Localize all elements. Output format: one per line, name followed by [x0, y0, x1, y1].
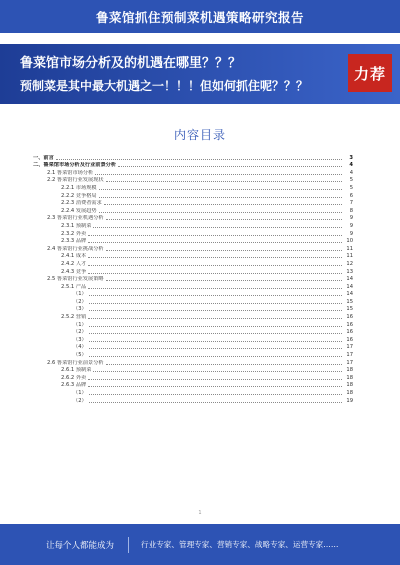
toc-entry-page: 14: [346, 283, 353, 290]
toc-entry-page: 18: [346, 374, 353, 381]
toc-entry-label: 2.4.3 竞争: [61, 268, 87, 275]
toc-entry[interactable]: [33, 199, 353, 207]
toc-leader-dots: [89, 333, 342, 334]
toc-leader-dots: [95, 174, 342, 175]
recommend-logo: [348, 54, 392, 92]
toc-entry-label: 2.2.1 市场规模: [61, 184, 97, 191]
toc-entry-page: 11: [346, 253, 353, 260]
toc-entry-label: （2）: [73, 329, 87, 336]
toc-entry[interactable]: [33, 358, 353, 366]
toc-entry[interactable]: [33, 161, 353, 169]
toc-entry-page: 17: [346, 359, 353, 366]
toc-leader-dots: [106, 181, 342, 182]
toc-leader-dots: [106, 364, 342, 365]
toc-leader-dots: [93, 227, 342, 228]
toc-leader-dots: [88, 265, 342, 266]
toc-entry-label: 2.5 鲁菜馆行业发展策略: [47, 276, 104, 283]
toc-entry-page: 5: [349, 184, 353, 191]
toc-entry-page: 13: [346, 268, 353, 275]
toc-entry-label: （1）: [73, 291, 87, 298]
toc-leader-dots: [89, 402, 342, 403]
toc-entry-page: 9: [349, 222, 353, 229]
toc-entry-page: 10: [346, 238, 353, 245]
toc-entry-label: 2.6.3 品牌: [61, 382, 87, 389]
toc-entry-page: 12: [346, 260, 353, 267]
toc-leader-dots: [118, 166, 342, 167]
toc-leader-dots: [88, 235, 342, 236]
toc-entry-label: 2.2.4 发展趋势: [61, 207, 97, 214]
toc-entry[interactable]: [33, 335, 353, 343]
toc-entry-page: 15: [346, 306, 353, 313]
toc-entry-label: 2.5.1 产品: [61, 283, 87, 290]
toc-entry-label: （2）: [73, 298, 87, 305]
toc-entry-label: （1）: [73, 390, 87, 396]
toc-entry-page: 17: [346, 352, 353, 359]
toc-entry-label: 2.4.2 人才: [61, 260, 87, 267]
toc-entry-page: 7: [349, 200, 353, 207]
toc-leader-dots: [106, 250, 342, 251]
toc-leader-dots: [88, 318, 342, 319]
toc-entry[interactable]: [33, 221, 353, 229]
toc-entry-label: 2.2.2 竞争格局: [61, 192, 97, 199]
toc-entry-label: 2.2 鲁菜馆行业发展现状: [47, 177, 104, 184]
report-title: 鲁菜馆抓住预制菜机遇策略研究报告: [95, 9, 304, 25]
toc-entry[interactable]: [33, 176, 353, 184]
page-number: 1: [198, 510, 202, 516]
toc-entry-page: 4: [349, 169, 353, 176]
toc-entry[interactable]: [33, 396, 353, 404]
toc-entry[interactable]: [33, 244, 353, 252]
footer-bar: [0, 524, 400, 565]
toc-entry[interactable]: [33, 305, 353, 313]
toc-entry-page: 16: [346, 321, 353, 328]
toc-entry-page: 16: [346, 336, 353, 343]
toc-entry[interactable]: [33, 153, 353, 161]
toc-entry-page: 18: [346, 367, 353, 374]
toc-entry-page: 18: [346, 382, 353, 389]
toc-entry[interactable]: [33, 191, 353, 199]
toc-leader-dots: [104, 204, 342, 205]
toc-entry[interactable]: [33, 297, 353, 305]
toc-entry[interactable]: [33, 259, 353, 267]
toc-entry-page: 4: [349, 162, 353, 169]
toc-leader-dots: [106, 280, 342, 281]
banner-subtitle: 预制菜是其中最大机遇之一！！！但如何抓住呢？？？: [20, 79, 309, 93]
toc-entry-label: 2.3.1 预制菜: [61, 222, 92, 229]
toc-entry-label: （1）: [73, 321, 87, 328]
toc-leader-dots: [88, 257, 342, 258]
headline-banner: [0, 44, 400, 104]
toc-entry[interactable]: [33, 350, 353, 358]
toc-leader-dots: [106, 219, 342, 220]
toc-entry[interactable]: [33, 168, 353, 176]
toc-entry[interactable]: [33, 214, 353, 222]
toc-entry-page: 6: [349, 192, 353, 199]
toc-entry[interactable]: [33, 366, 353, 374]
toc-leader-dots: [88, 288, 342, 289]
toc-leader-dots: [99, 212, 342, 213]
toc-entry-page: 3: [349, 154, 353, 161]
toc-entry-label: 2.6.2 外卖: [61, 374, 87, 381]
logo-text: 力荐: [353, 64, 386, 83]
toc-entry[interactable]: [33, 388, 353, 396]
toc-leader-dots: [93, 371, 342, 372]
toc-entry[interactable]: [33, 290, 353, 298]
toc-entry-label: 2.2.3 消费者需求: [61, 200, 102, 207]
toc-entry-page: 14: [346, 291, 353, 298]
toc-entry-page: 9: [349, 215, 353, 222]
toc-entry-label: （5）: [73, 352, 87, 359]
toc-entry-label: 2.4 鲁菜馆行业挑战分析: [47, 245, 104, 252]
toc-entry-page: 16: [346, 314, 353, 321]
toc-leader-dots: [89, 348, 342, 349]
toc-entry-label: （3）: [73, 336, 87, 343]
footer-divider: [128, 537, 129, 553]
toc-entry-page: 9: [349, 230, 353, 237]
toc-entry-label: 一、前言: [33, 154, 54, 161]
toc-entry[interactable]: [33, 282, 353, 290]
toc-heading: 内容目录: [173, 128, 226, 142]
toc-entry[interactable]: [33, 206, 353, 214]
toc-entry-page: 17: [346, 344, 353, 351]
toc-entry[interactable]: [33, 252, 353, 260]
toc-entry-page: 15: [346, 298, 353, 305]
toc-entry-label: 2.6.1 预制菜: [61, 367, 92, 374]
toc-entry-label: （3）: [73, 306, 87, 313]
toc-entry[interactable]: [33, 183, 353, 191]
toc-entry-label: 2.3.2 外卖: [61, 230, 87, 237]
toc-entry-label: 2.4.1 成本: [61, 253, 87, 260]
toc-leader-dots: [89, 310, 342, 311]
toc-leader-dots: [88, 273, 342, 274]
toc-entry-label: 2.6 鲁菜馆行业前景分析: [47, 359, 104, 366]
toc-entry[interactable]: [33, 373, 353, 381]
toc-leader-dots: [89, 356, 342, 357]
report-header-bar: [0, 0, 400, 33]
toc-entry[interactable]: [33, 312, 353, 320]
toc-entry[interactable]: [33, 381, 353, 389]
toc-entry[interactable]: [33, 343, 353, 351]
toc-entry-page: 16: [346, 329, 353, 336]
table-of-contents: [33, 153, 353, 404]
toc-entry-page: 5: [349, 177, 353, 184]
toc-entry-label: （2）: [73, 397, 87, 404]
toc-leader-dots: [88, 386, 342, 387]
toc-entry-page: 14: [346, 276, 353, 283]
toc-entry[interactable]: [33, 328, 353, 336]
toc-entry[interactable]: [33, 320, 353, 328]
footer-slogan: 让每个人都能成为: [46, 540, 115, 551]
toc-entry-label: 2.5.2 营销: [61, 314, 87, 321]
toc-entry-label: 2.3 鲁菜馆行业机遇分析: [47, 215, 104, 222]
toc-leader-dots: [88, 379, 342, 380]
toc-entry[interactable]: [33, 275, 353, 283]
toc-leader-dots: [89, 303, 342, 304]
toc-entry[interactable]: [33, 267, 353, 275]
footer-roles: 行业专家、管理专家、营销专家、战略专家、运营专家……: [141, 540, 339, 549]
toc-leader-dots: [56, 159, 342, 160]
banner-title: 鲁菜馆市场分析及的机遇在哪里？？？: [20, 56, 242, 71]
toc-leader-dots: [88, 242, 342, 243]
toc-entry-label: （4）: [73, 344, 87, 351]
toc-leader-dots: [89, 341, 342, 342]
toc-leader-dots: [99, 189, 342, 190]
toc-leader-dots: [89, 295, 342, 296]
toc-entry[interactable]: [33, 229, 353, 237]
toc-entry[interactable]: [33, 237, 353, 245]
toc-leader-dots: [89, 326, 342, 327]
toc-entry-page: 8: [349, 207, 353, 214]
toc-entry-page: 18: [346, 390, 353, 396]
toc-entry-page: 19: [346, 397, 353, 404]
toc-entry-label: 2.1 鲁菜馆市场分析: [47, 169, 94, 176]
toc-entry-label: 2.3.3 品牌: [61, 238, 87, 245]
toc-leader-dots: [89, 394, 342, 395]
toc-entry-page: 11: [346, 245, 353, 252]
toc-leader-dots: [99, 197, 342, 198]
toc-entry-label: 二、鲁菜馆市场分析及行业前景分析: [33, 162, 117, 169]
